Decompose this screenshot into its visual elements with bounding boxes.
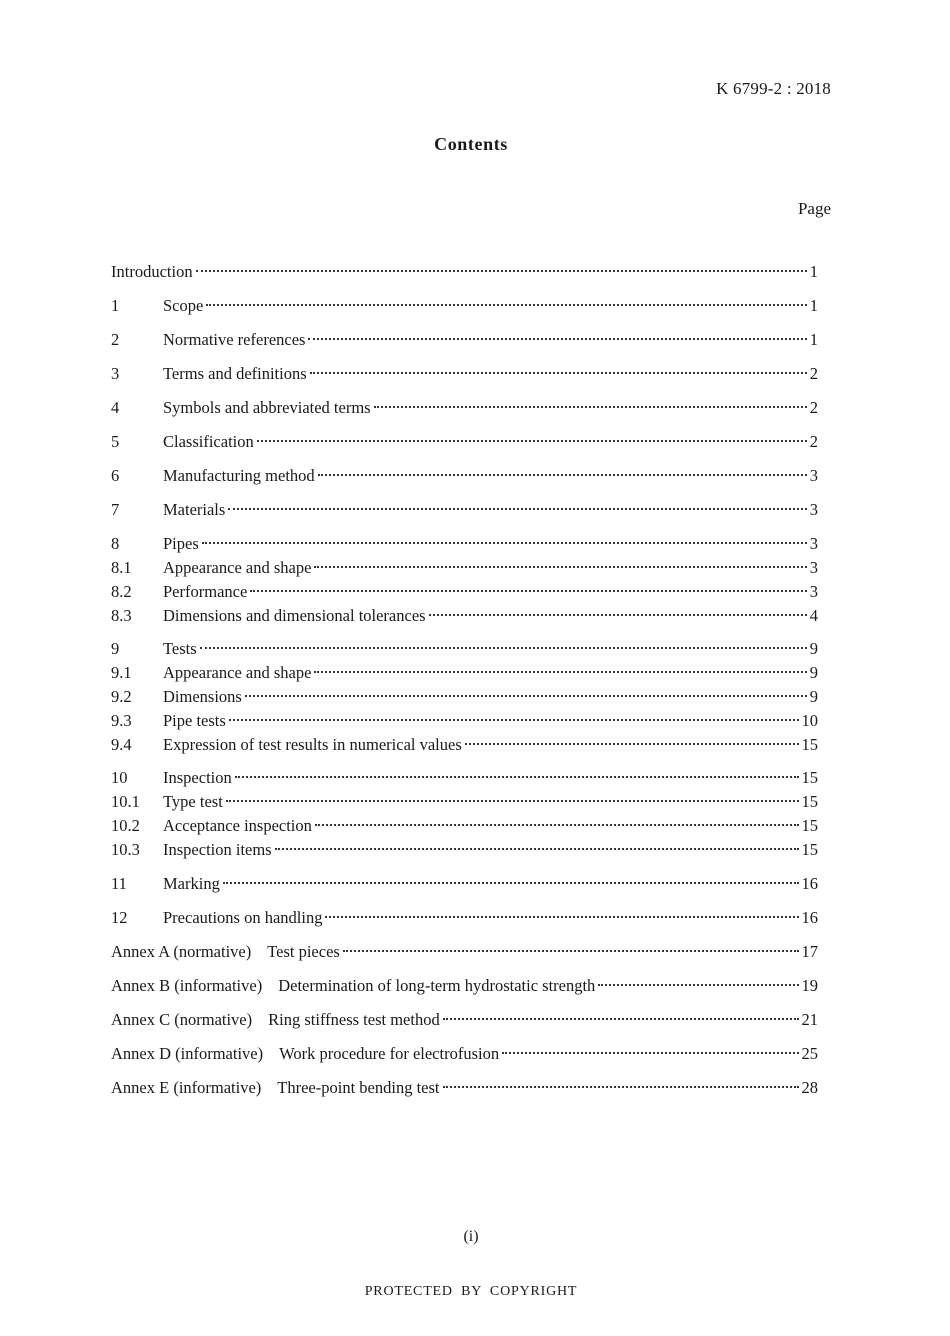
toc-dot-leader bbox=[429, 614, 807, 616]
toc-dot-leader bbox=[229, 719, 799, 721]
toc-entry[interactable] bbox=[111, 1043, 818, 1065]
toc-section-title: Introduction bbox=[111, 262, 193, 281]
toc-annex-label: Annex E (informative) bbox=[111, 1078, 262, 1097]
footer-page-number: (i) bbox=[463, 1228, 479, 1245]
toc-entry[interactable] bbox=[111, 465, 818, 487]
toc-dot-leader bbox=[465, 743, 799, 745]
toc-section-title: Symbols and abbreviated terms bbox=[163, 398, 371, 417]
toc-section-number: 9 bbox=[111, 639, 120, 658]
toc-section-title: Manufacturing method bbox=[163, 466, 315, 485]
toc-section-title: Tests bbox=[163, 639, 197, 658]
toc-section-number: 5 bbox=[111, 432, 120, 451]
toc-page-number: 3 bbox=[809, 558, 818, 577]
toc-section-number: 8.1 bbox=[111, 558, 132, 577]
toc-dot-leader bbox=[308, 338, 806, 340]
toc-section-title: Marking bbox=[163, 874, 220, 893]
toc-section-title: Appearance and shape bbox=[163, 558, 312, 577]
toc-section-title: Precautions on handling bbox=[163, 908, 323, 927]
toc-section-number: 7 bbox=[111, 500, 120, 519]
toc-page-number: 15 bbox=[801, 735, 818, 754]
toc-section-number: 8.2 bbox=[111, 582, 132, 601]
toc-dot-leader bbox=[257, 440, 807, 442]
toc-page-number: 2 bbox=[809, 432, 818, 451]
toc-section-title: Terms and definitions bbox=[163, 364, 307, 383]
toc-entry[interactable] bbox=[111, 767, 818, 789]
toc-section-number: 8 bbox=[111, 534, 120, 553]
toc-page-number: 3 bbox=[809, 582, 818, 601]
toc-section-number: 9.1 bbox=[111, 663, 132, 682]
toc-section-number: 4 bbox=[111, 398, 120, 417]
toc-section-title: Ring stiffness test method bbox=[268, 1010, 440, 1029]
toc-entry[interactable] bbox=[111, 839, 818, 861]
toc-annex-label: Annex D (informative) bbox=[111, 1044, 264, 1063]
toc-page-number: 28 bbox=[801, 1078, 818, 1097]
toc-dot-leader bbox=[226, 800, 799, 802]
toc-entry[interactable] bbox=[111, 261, 818, 283]
toc-dot-leader bbox=[235, 776, 799, 778]
toc-dot-leader bbox=[202, 542, 807, 544]
toc-page-number: 16 bbox=[801, 874, 818, 893]
toc-section-title: Determination of long-term hydrostatic strength bbox=[278, 976, 596, 995]
toc-section-title: Expression of test results in numerical values bbox=[163, 735, 462, 754]
toc-dot-leader bbox=[245, 695, 807, 697]
toc-dot-leader bbox=[223, 882, 799, 884]
toc-page-number: 1 bbox=[809, 330, 818, 349]
toc-section-title: Performance bbox=[163, 582, 248, 601]
toc-section-title: Classification bbox=[163, 432, 254, 451]
toc-dot-leader bbox=[443, 1086, 799, 1088]
toc-page-number: 1 bbox=[809, 262, 818, 281]
toc-entry[interactable] bbox=[111, 791, 818, 813]
toc-entry[interactable] bbox=[111, 815, 818, 837]
toc-page-number: 2 bbox=[809, 398, 818, 417]
toc-entry[interactable] bbox=[111, 710, 818, 732]
toc-page-number: 9 bbox=[809, 687, 818, 706]
toc-entry[interactable] bbox=[111, 431, 818, 453]
toc-dot-leader bbox=[343, 950, 799, 952]
toc-section-title: Work procedure for electrofusion bbox=[279, 1044, 500, 1063]
toc-section-number: 11 bbox=[111, 874, 127, 893]
toc-page-number: 21 bbox=[801, 1010, 818, 1029]
toc-section-title: Acceptance inspection bbox=[163, 816, 312, 835]
toc-dot-leader bbox=[206, 304, 806, 306]
toc-dot-leader bbox=[315, 824, 799, 826]
toc-section-number: 10.2 bbox=[111, 816, 140, 835]
toc-section-number: 10.1 bbox=[111, 792, 140, 811]
toc-section-title: Three-point bending test bbox=[277, 1078, 440, 1097]
toc-page-number: 15 bbox=[801, 768, 818, 787]
toc-dot-leader bbox=[325, 916, 798, 918]
toc-section-title: Type test bbox=[163, 792, 223, 811]
toc-page-number: 1 bbox=[809, 296, 818, 315]
toc-entry[interactable] bbox=[111, 533, 818, 555]
toc-entry[interactable] bbox=[111, 581, 818, 603]
toc-dot-leader bbox=[374, 406, 807, 408]
toc-dot-leader bbox=[196, 270, 807, 272]
toc-entry[interactable] bbox=[111, 397, 818, 419]
toc-section-number: 12 bbox=[111, 908, 128, 927]
toc-entry[interactable] bbox=[111, 1077, 818, 1099]
toc-section-number: 3 bbox=[111, 364, 120, 383]
toc-section-number: 10 bbox=[111, 768, 128, 787]
toc-dot-leader bbox=[314, 671, 806, 673]
toc-section-number: 1 bbox=[111, 296, 120, 315]
toc-section-title: Appearance and shape bbox=[163, 663, 312, 682]
toc-section-title: Pipe tests bbox=[163, 711, 226, 730]
toc-page-number: 10 bbox=[801, 711, 818, 730]
toc-page-number: 9 bbox=[809, 639, 818, 658]
toc-section-title: Pipes bbox=[163, 534, 199, 553]
toc-entry[interactable] bbox=[111, 873, 818, 895]
toc-dot-leader bbox=[275, 848, 799, 850]
toc-dot-leader bbox=[318, 474, 807, 476]
toc-section-number: 9.2 bbox=[111, 687, 132, 706]
toc-entry[interactable] bbox=[111, 941, 818, 963]
toc-section-number: 8.3 bbox=[111, 606, 132, 625]
toc-page-number: 15 bbox=[801, 840, 818, 859]
toc-dot-leader bbox=[502, 1052, 798, 1054]
toc-entry[interactable] bbox=[111, 662, 818, 684]
toc-page-number: 16 bbox=[801, 908, 818, 927]
toc-entry[interactable] bbox=[111, 734, 818, 756]
toc-section-title: Test pieces bbox=[267, 942, 340, 961]
toc-section-number: 6 bbox=[111, 466, 120, 485]
toc-page-number: 15 bbox=[801, 816, 818, 835]
toc-entry[interactable] bbox=[111, 557, 818, 579]
toc-page-number: 3 bbox=[809, 466, 818, 485]
toc-dot-leader bbox=[310, 372, 807, 374]
toc-section-number: 9.4 bbox=[111, 735, 132, 754]
page-title: Contents bbox=[434, 134, 508, 154]
toc-page-number: 9 bbox=[809, 663, 818, 682]
toc-page-number: 15 bbox=[801, 792, 818, 811]
toc-entry[interactable] bbox=[111, 1009, 818, 1031]
toc-entry[interactable] bbox=[111, 499, 818, 521]
toc-page-number: 3 bbox=[809, 534, 818, 553]
toc-dot-leader bbox=[314, 566, 806, 568]
toc-entry[interactable] bbox=[111, 975, 818, 997]
toc-annex-label: Annex A (normative) bbox=[111, 942, 252, 961]
toc-entry[interactable] bbox=[111, 686, 818, 708]
toc-section-title: Inspection bbox=[163, 768, 232, 787]
document-id: K 6799-2 : 2018 bbox=[716, 79, 831, 98]
toc-section-number: 2 bbox=[111, 330, 120, 349]
toc-section-number: 10.3 bbox=[111, 840, 140, 859]
toc-dot-leader bbox=[598, 984, 798, 986]
toc-entry[interactable] bbox=[111, 638, 818, 660]
toc-entry[interactable] bbox=[111, 295, 818, 317]
toc-dot-leader bbox=[443, 1018, 799, 1020]
toc-section-title: Dimensions bbox=[163, 687, 242, 706]
page-column-label: Page bbox=[797, 199, 831, 218]
toc-section-title: Scope bbox=[163, 296, 204, 315]
toc-section-number: 9.3 bbox=[111, 711, 132, 730]
toc-section-title: Materials bbox=[163, 500, 226, 519]
toc-dot-leader bbox=[250, 590, 806, 592]
toc-entry[interactable] bbox=[111, 329, 818, 351]
toc-annex-label: Annex C (normative) bbox=[111, 1010, 253, 1029]
toc-page-number: 2 bbox=[809, 364, 818, 383]
toc-page-number: 3 bbox=[809, 500, 818, 519]
toc-section-title: Normative references bbox=[163, 330, 306, 349]
copyright-notice: PROTECTED BY COPYRIGHT bbox=[364, 1284, 578, 1299]
toc-section-title: Inspection items bbox=[163, 840, 272, 859]
toc-page-number: 4 bbox=[809, 606, 818, 625]
toc-annex-label: Annex B (informative) bbox=[111, 976, 263, 995]
toc-dot-leader bbox=[228, 508, 806, 510]
toc-entry[interactable] bbox=[111, 363, 818, 385]
toc-entry[interactable] bbox=[111, 605, 818, 627]
toc-dot-leader bbox=[200, 647, 807, 649]
toc-page-number: 17 bbox=[801, 942, 818, 961]
toc-entry[interactable] bbox=[111, 907, 818, 929]
toc-page-number: 19 bbox=[801, 976, 818, 995]
toc-page-number: 25 bbox=[801, 1044, 818, 1063]
toc-section-title: Dimensions and dimensional tolerances bbox=[163, 606, 426, 625]
